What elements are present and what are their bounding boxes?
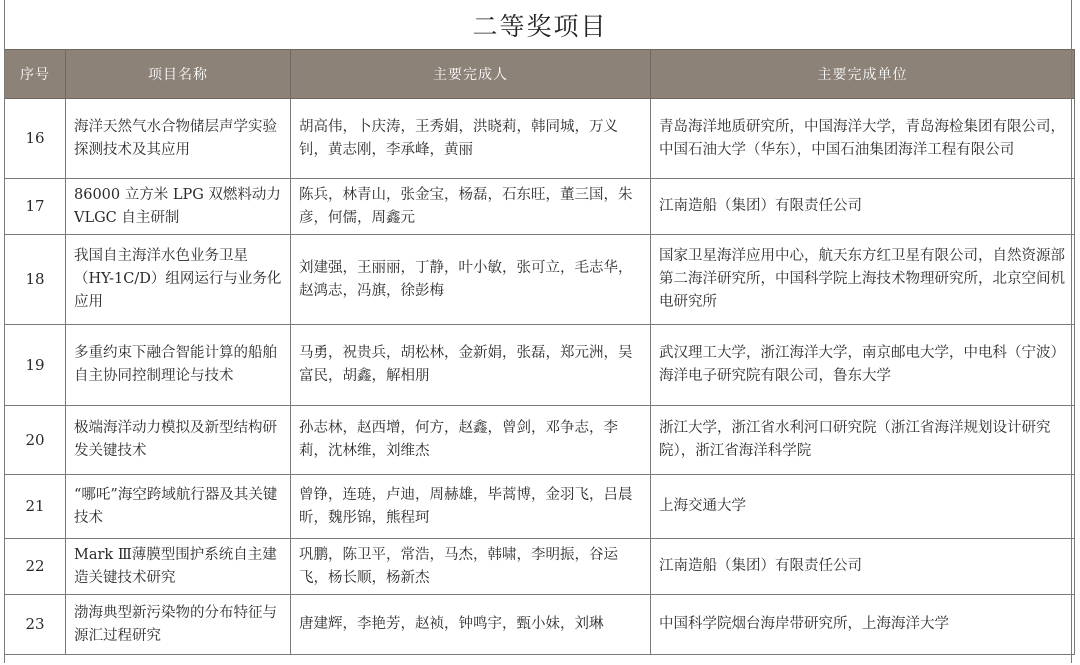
table-row (5, 539, 1075, 595)
cell-main-units: 浙江大学，浙江省水利河口研究院（浙江省海洋规划设计研究院），浙江省海洋科学院 (651, 406, 1075, 475)
cell-project-name: Mark Ⅲ薄膜型围护系统自主建造关键技术研究 (66, 539, 291, 595)
cell-main-units: 武汉理工大学，浙江海洋大学，南京邮电大学，中电科（宁波）海洋电子研究院有限公司，鲁东大学 (651, 325, 1075, 406)
cell-no: 16 (5, 99, 66, 179)
cell-no: 20 (5, 406, 66, 475)
cell-project-name: 海洋天然气水合物储层声学实验探测技术及其应用 (66, 99, 291, 179)
cell-main-people: 陈兵，林青山，张金宝，杨磊，石东旺，董三国，朱彦，何儒，周鑫元 (291, 179, 651, 235)
cell-project-name: 极端海洋动力模拟及新型结构研发关键技术 (66, 406, 291, 475)
cell-main-people: 巩鹏，陈卫平，常浩，马杰，韩啸，李明振，谷运飞，杨长顺，杨新杰 (291, 539, 651, 595)
table-row (5, 406, 1075, 475)
table-row (5, 595, 1075, 655)
cell-main-units: 国家卫星海洋应用中心，航天东方红卫星有限公司，自然资源部第二海洋研究所，中国科学院上海技术物理研究所，北京空间机电研究所 (651, 235, 1075, 325)
cell-project-name: 多重约束下融合智能计算的船舶自主协同控制理论与技术 (66, 325, 291, 406)
cell-main-people: 胡高伟，卜庆涛，王秀娟，洪晓莉，韩同城，万义钊，黄志刚，李承峰，黄丽 (291, 99, 651, 179)
table-row (5, 179, 1075, 235)
table-row (5, 99, 1075, 179)
cell-main-units: 上海交通大学 (651, 475, 1075, 539)
header-project-name: 项目名称 (66, 50, 291, 99)
cell-no: 23 (5, 595, 66, 655)
header-main-units: 主要完成单位 (651, 50, 1075, 99)
page-title: 二等奖项目 (472, 11, 608, 41)
award-table (4, 49, 1075, 655)
cell-main-units: 江南造船（集团）有限责任公司 (651, 179, 1075, 235)
header-no: 序号 (5, 50, 66, 99)
cell-no: 19 (5, 325, 66, 406)
header-main-people: 主要完成人 (291, 50, 651, 99)
table-header-row (5, 50, 1075, 99)
cell-main-people: 孙志林，赵西增，何方，赵鑫，曾剑，邓争志，李莉，沈林维，刘维杰 (291, 406, 651, 475)
cell-no: 21 (5, 475, 66, 539)
table-row (5, 325, 1075, 406)
cell-main-people: 马勇，祝贵兵，胡松林，金新娟，张磊，郑元洲，吴富民，胡鑫，解相朋 (291, 325, 651, 406)
cell-project-name: “哪吒”海空跨域航行器及其关键技术 (66, 475, 291, 539)
table-row (5, 475, 1075, 539)
cell-main-people: 唐建辉，李艳芳，赵祯，钟鸣宇，甄小妹，刘琳 (291, 595, 651, 655)
cell-main-units: 青岛海洋地质研究所，中国海洋大学，青岛海检集团有限公司，中国石油大学（华东），中国石油集团海洋工程有限公司 (651, 99, 1075, 179)
cell-no: 17 (5, 179, 66, 235)
cell-no: 18 (5, 235, 66, 325)
cell-project-name: 渤海典型新污染物的分布特征与源汇过程研究 (66, 595, 291, 655)
cell-project-name: 86000 立方米 LPG 双燃料动力 VLGC 自主研制 (66, 179, 291, 235)
cell-main-people: 刘建强，王丽丽，丁静，叶小敏，张可立，毛志华，赵鸿志，冯旗，徐彭梅 (291, 235, 651, 325)
table-row (5, 235, 1075, 325)
cell-main-units: 中国科学院烟台海岸带研究所，上海海洋大学 (651, 595, 1075, 655)
cell-project-name: 我国自主海洋水色业务卫星（HY-1C/D）组网运行与业务化应用 (66, 235, 291, 325)
cell-no: 22 (5, 539, 66, 595)
cell-main-units: 江南造船（集团）有限责任公司 (651, 539, 1075, 595)
cell-main-people: 曾铮，连琏，卢迪，周赫雄，毕蒿博，金羽飞，吕晨昕，魏彤锦，熊程珂 (291, 475, 651, 539)
